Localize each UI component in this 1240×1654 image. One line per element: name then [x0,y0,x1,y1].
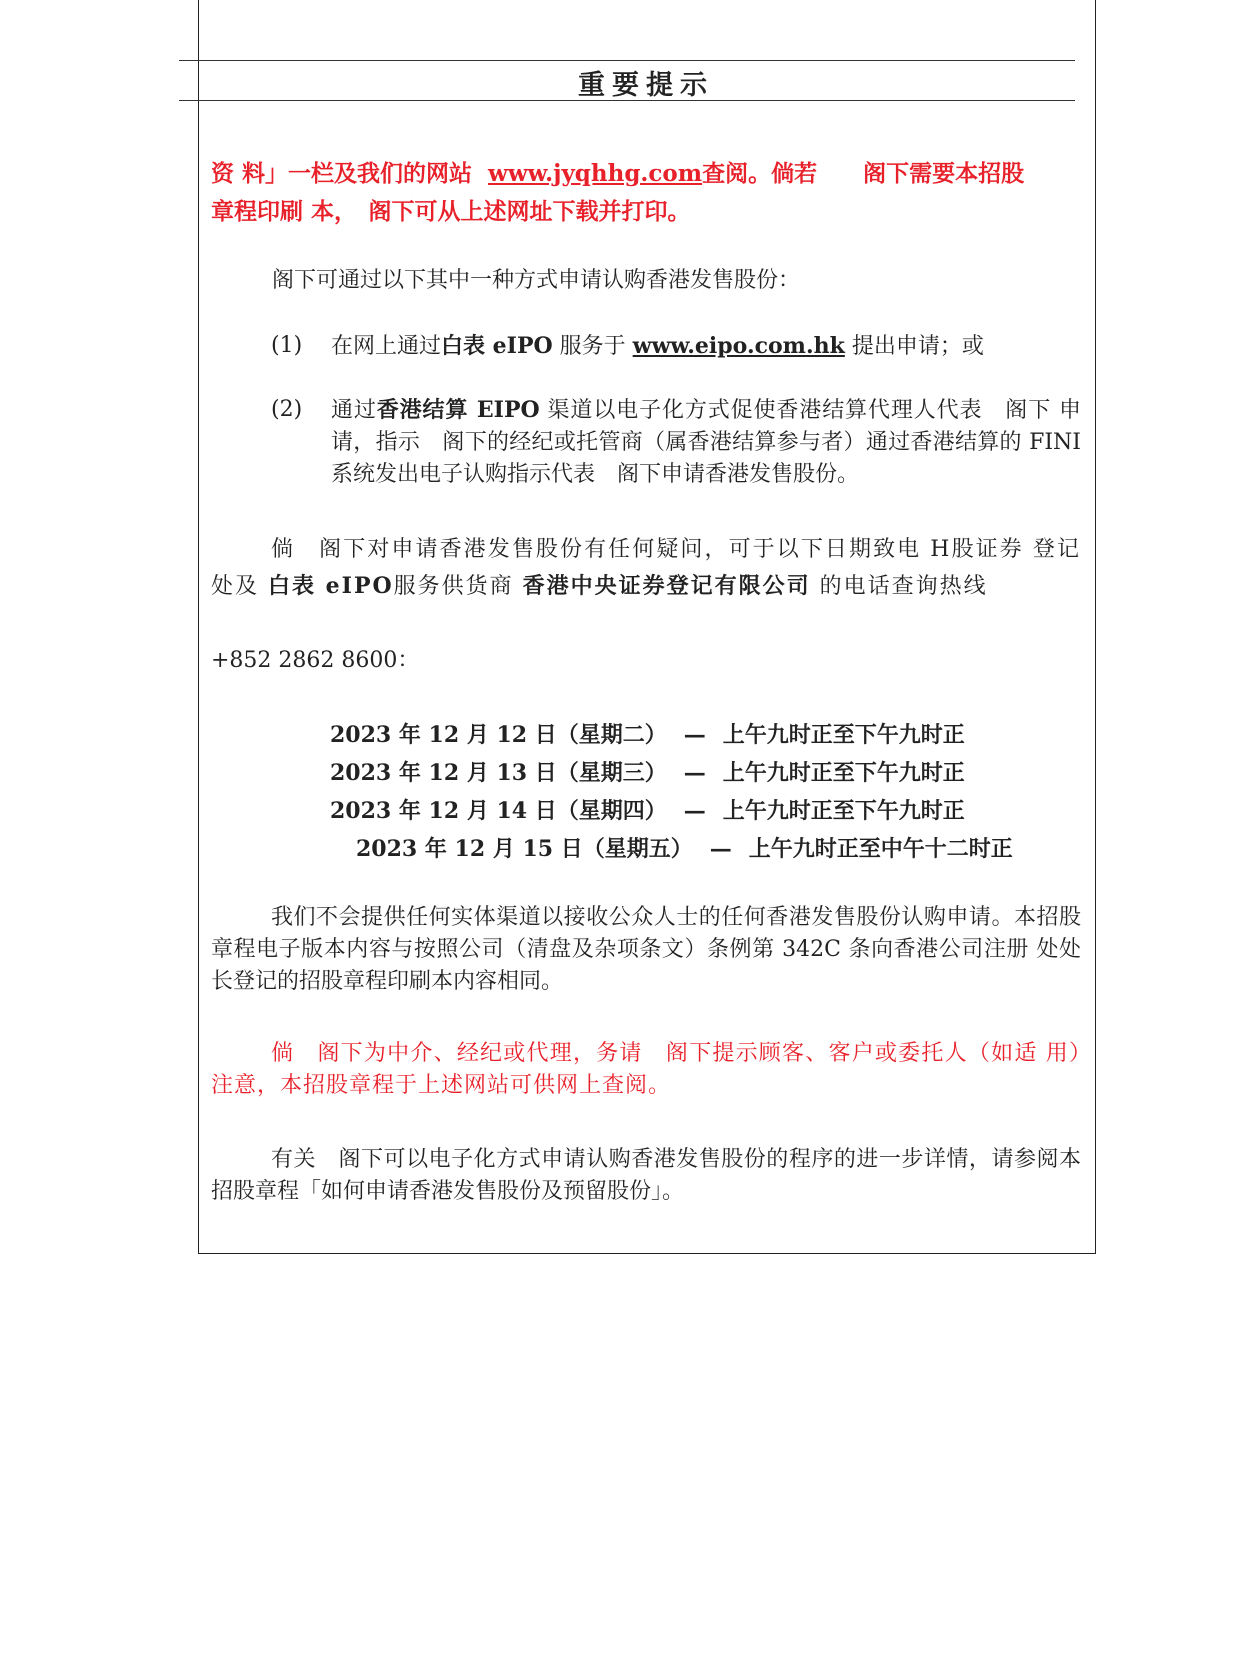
schedule-date: 2023 年 12 月 15 日（星期五） [356,836,693,862]
option-1-text-b: 服务于 [552,334,633,359]
option-1-text [331,330,1091,363]
option-2-number: (2) [271,397,303,422]
intermediary-paragraph: 倘 阁下为中介、经纪或代理，务请 阁下提示顾客、客户或委托人（如适 用）注意，本招股章程于上述网站可供网上查阅。 [211,1041,1081,1098]
schedule-date: 2023 年 12 月 12 日（星期二） [330,722,667,748]
option-2-text [331,394,1081,491]
option-2-text-a: 通过 [331,398,377,423]
further-details-paragraph: 有关 阁下可以电子化方式申请认购香港发售股份的程序的进一步详情，请参阅本招股章程「如何申请香港发售股份及预留股份」。 [211,1147,1081,1204]
schedule-dash: — [683,760,706,786]
schedule-date: 2023 年 12 月 13 日（星期三） [330,760,667,786]
enquiry-service: 白表 eIPO [268,573,394,599]
enquiry-paragraph [211,531,1081,605]
enquiry-text-b: 服务供货商 [393,574,523,599]
website-link[interactable]: www.jyqhhg.com [488,160,703,187]
option-1-service: 白表 eIPO [441,333,553,359]
schedule-row [330,718,965,749]
enquiry-registrar: 香港中央证券登记有限公司 [522,573,811,599]
schedule-row [330,756,965,787]
schedule-time: 上午九时正至下午九时正 [722,722,965,748]
page-title: 重要提示 [578,70,714,101]
red-notice-text-1: 资 料」一栏及我们的网站 [211,160,473,187]
red-notice-text-3: 章程印刷 本， 阁下可从上述网址下载并打印。 [211,198,691,225]
red-notice-text-2: 查阅。倘若 阁下需要本招股 [702,160,1025,187]
schedule-dash: — [683,722,706,748]
hotline-number: +852 2862 8600： [211,648,420,673]
schedule-time: 上午九时正至下午九时正 [722,798,965,824]
option-1-text-c: 提出申请；或 [844,334,984,359]
option-2-text-b: 渠道以电子化方式促使香港结算代理人代表 阁下 申请，指示 阁下的经纪或托管商（属香港结算参与者）通过香港结算的 FINI 系统发出电子认购指示代表 阁下申请香港发售股份。 [331,398,1081,487]
option-1-number: (1) [271,333,303,358]
option-1-text-a: 在网上通过 [331,334,442,359]
enquiry-text-c: 的电话查询热线 [810,574,988,599]
option-2-service: 香港结算 EIPO [376,397,540,423]
eipo-link[interactable]: www.eipo.com.hk [632,333,845,359]
schedule-dash: — [683,798,706,824]
intro-paragraph: 阁下可通过以下其中一种方式申请认购香港发售股份： [272,268,801,293]
heading-rule-top [179,60,1075,61]
schedule-date: 2023 年 12 月 14 日（星期四） [330,798,667,824]
schedule-row [330,794,965,825]
enquiry-text-a: 倘 阁下对申请香港发售股份有任何疑问，可于以下日期致电 H股证券 登记处及 [211,537,1081,599]
schedule-time: 上午九时正至中午十二时正 [748,836,1013,862]
schedule-time: 上午九时正至下午九时正 [722,760,965,786]
schedule-row [356,832,1013,863]
red-notice [211,155,1091,231]
schedule-dash: — [709,836,732,862]
no-physical-paragraph: 我们不会提供任何实体渠道以接收公众人士的任何香港发售股份认购申请。本招股章程电子版本内容与按照公司（清盘及杂项条文）条例第 342C 条向香港公司注册 处处长登记的招股章程印刷本内容相同。 [211,905,1081,994]
